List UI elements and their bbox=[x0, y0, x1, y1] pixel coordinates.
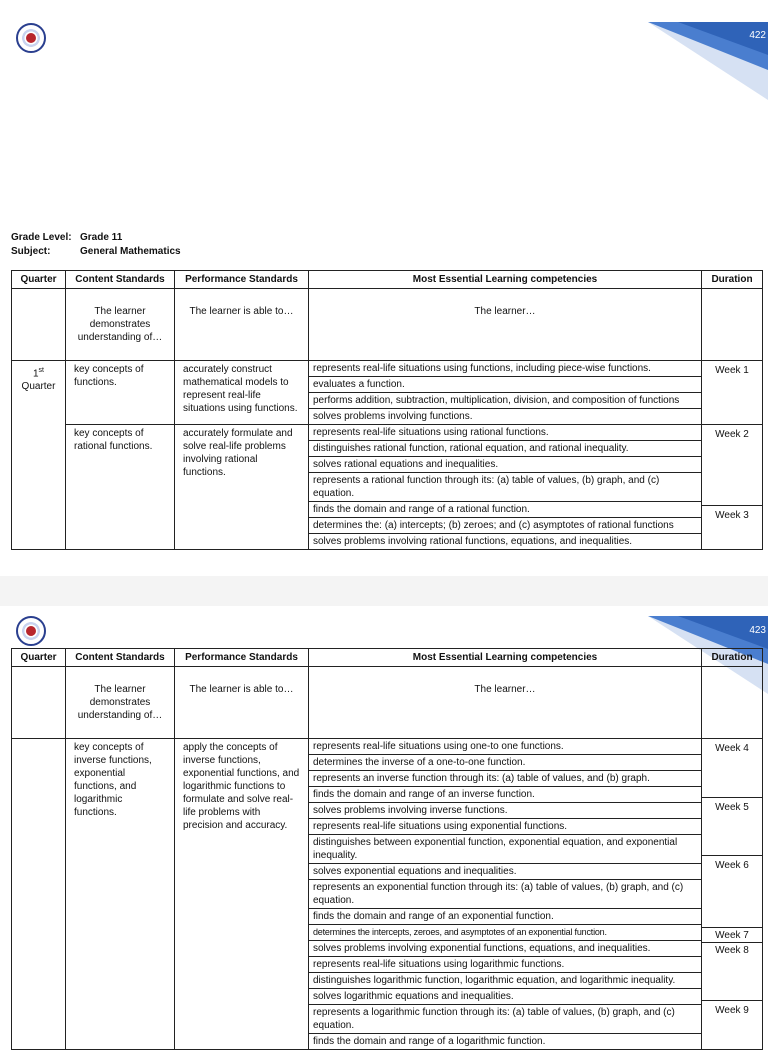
duration-cell: Week 1 bbox=[702, 361, 763, 425]
list-item: solves problems involving exponential functions, equations, and inequalities. bbox=[309, 941, 701, 957]
header-quarter: Quarter bbox=[12, 271, 66, 289]
duration-week5: Week 5 bbox=[702, 798, 762, 856]
grade-level-value: Grade 11 bbox=[80, 232, 123, 243]
list-item: finds the domain and range of an inverse function. bbox=[309, 787, 701, 803]
list-item: distinguishes rational function, rational equation, and rational inequality. bbox=[309, 441, 701, 457]
table-subheader-row bbox=[12, 667, 763, 739]
list-item: finds the domain and range of a logarithmic function. bbox=[313, 1036, 546, 1047]
list-item: determines the inverse of a one-to-one function. bbox=[309, 755, 701, 771]
list-item: represents an exponential function through its: (a) table of values, (b) graph, and (c) equation. bbox=[309, 880, 701, 909]
performance-standard-cell: accurately formulate and solve real-life problems involving rational functions. bbox=[175, 425, 309, 550]
header-performance-standards: Performance Standards bbox=[175, 649, 309, 667]
table-row bbox=[12, 361, 763, 425]
list-item: represents a rational function through its: (a) table of values, (b) graph, and (c) equation. bbox=[309, 473, 701, 502]
duration-week3: Week 3 bbox=[715, 510, 749, 521]
page-corner-decoration bbox=[648, 0, 768, 100]
quarter-cell bbox=[12, 739, 66, 1050]
page-number: 423 bbox=[749, 625, 766, 636]
content-standard-cell: key concepts of inverse functions, exponential functions, and logarithmic functions. bbox=[66, 739, 175, 1050]
duration-week9: Week 9 bbox=[715, 1005, 749, 1016]
list-item: solves problems involving rational functions, equations, and inequalities. bbox=[313, 536, 633, 547]
performance-standard-cell: apply the concepts of inverse functions, exponential functions, and logarithmic functions to formulate and solve real-life problems with precision and accuracy. bbox=[175, 739, 309, 1050]
header-melc: Most Essential Learning competencies bbox=[309, 649, 702, 667]
subheader-performance: The learner is able to… bbox=[175, 667, 309, 739]
list-item: determines the: (a) intercepts; (b) zeroes; and (c) asymptotes of rational functions bbox=[309, 518, 701, 534]
page-423 bbox=[0, 606, 768, 1047]
list-item: represents real-life situations using one-to one functions. bbox=[309, 739, 701, 755]
list-item: solves problems involving functions. bbox=[313, 411, 473, 422]
subject-value: General Mathematics bbox=[80, 246, 181, 257]
list-item: represents real-life situations using logarithmic functions. bbox=[309, 957, 701, 973]
subheader-duration bbox=[702, 667, 763, 739]
table-row bbox=[12, 739, 763, 1050]
list-item: evaluates a function. bbox=[309, 377, 701, 393]
quarter-word: Quarter bbox=[21, 381, 56, 393]
duration-week8: Week 8 bbox=[702, 943, 762, 1001]
subheader-performance: The learner is able to… bbox=[175, 289, 309, 361]
table-header-row bbox=[12, 649, 763, 667]
list-item: represents real-life situations using exponential functions. bbox=[309, 819, 701, 835]
page-number: 422 bbox=[749, 30, 766, 41]
table-subheader-row bbox=[12, 289, 763, 361]
table-header-row bbox=[12, 271, 763, 289]
list-item: represents an inverse function through its: (a) table of values, and (b) graph. bbox=[309, 771, 701, 787]
list-item: finds the domain and range of a rational function. bbox=[309, 502, 701, 518]
quarter-number: 1 bbox=[32, 368, 39, 380]
deped-seal-logo bbox=[16, 23, 46, 53]
subheader-quarter bbox=[12, 667, 66, 739]
deped-seal-logo bbox=[16, 616, 46, 646]
list-item: represents real-life situations using rational functions. bbox=[309, 425, 701, 441]
melc-cell bbox=[309, 425, 702, 550]
curriculum-table-page2 bbox=[11, 648, 763, 1050]
subheader-duration bbox=[702, 289, 763, 361]
header-content-standards: Content Standards bbox=[66, 271, 175, 289]
subheader-melc: The learner… bbox=[309, 289, 702, 361]
content-standard-cell: key concepts of rational functions. bbox=[66, 425, 175, 550]
list-item: distinguishes between exponential function, exponential equation, and exponential inequality. bbox=[309, 835, 701, 864]
duration-cell bbox=[702, 425, 763, 550]
list-item: solves logarithmic equations and inequalities. bbox=[309, 989, 701, 1005]
duration-cell bbox=[702, 739, 763, 1050]
content-standard-cell: key concepts of functions. bbox=[66, 361, 175, 425]
subject-label: Subject: bbox=[11, 246, 51, 257]
duration-week4: Week 4 bbox=[702, 739, 762, 798]
quarter-ordinal: st bbox=[38, 367, 44, 374]
header-duration: Duration bbox=[702, 271, 763, 289]
melc-cell bbox=[309, 739, 702, 1050]
subheader-content: The learner demonstrates understanding of… bbox=[66, 289, 175, 361]
quarter-cell bbox=[12, 361, 66, 550]
curriculum-table-page1 bbox=[11, 270, 763, 550]
header-performance-standards: Performance Standards bbox=[175, 271, 309, 289]
header-quarter: Quarter bbox=[12, 649, 66, 667]
duration-week2: Week 2 bbox=[702, 425, 762, 506]
list-item: determines the intercepts, zeroes, and asymptotes of an exponential function. bbox=[309, 925, 701, 941]
subheader-content: The learner demonstrates understanding of… bbox=[66, 667, 175, 739]
list-item: solves problems involving inverse functions. bbox=[309, 803, 701, 819]
grade-level-label: Grade Level: bbox=[11, 232, 72, 243]
header-content-standards: Content Standards bbox=[66, 649, 175, 667]
list-item: solves rational equations and inequalities. bbox=[309, 457, 701, 473]
subject-line bbox=[11, 245, 181, 259]
grade-level-line bbox=[11, 231, 122, 245]
duration-week6: Week 6 bbox=[702, 856, 762, 928]
list-item: represents a logarithmic function through its: (a) table of values, (b) graph, and (c) equation. bbox=[309, 1005, 701, 1034]
list-item: represents real-life situations using functions, including piece-wise functions. bbox=[309, 361, 701, 377]
performance-standard-cell: accurately construct mathematical models to represent real-life situations using functions. bbox=[175, 361, 309, 425]
header-duration: Duration bbox=[702, 649, 763, 667]
header-melc: Most Essential Learning competencies bbox=[309, 271, 702, 289]
melc-cell bbox=[309, 361, 702, 425]
subheader-quarter bbox=[12, 289, 66, 361]
table-row bbox=[12, 425, 763, 550]
list-item: solves exponential equations and inequalities. bbox=[309, 864, 701, 880]
subheader-melc: The learner… bbox=[309, 667, 702, 739]
list-item: finds the domain and range of an exponential function. bbox=[309, 909, 701, 925]
list-item: distinguishes logarithmic function, logarithmic equation, and logarithmic inequality. bbox=[309, 973, 701, 989]
duration-week7: Week 7 bbox=[702, 928, 762, 943]
list-item: performs addition, subtraction, multiplication, division, and composition of functions bbox=[309, 393, 701, 409]
